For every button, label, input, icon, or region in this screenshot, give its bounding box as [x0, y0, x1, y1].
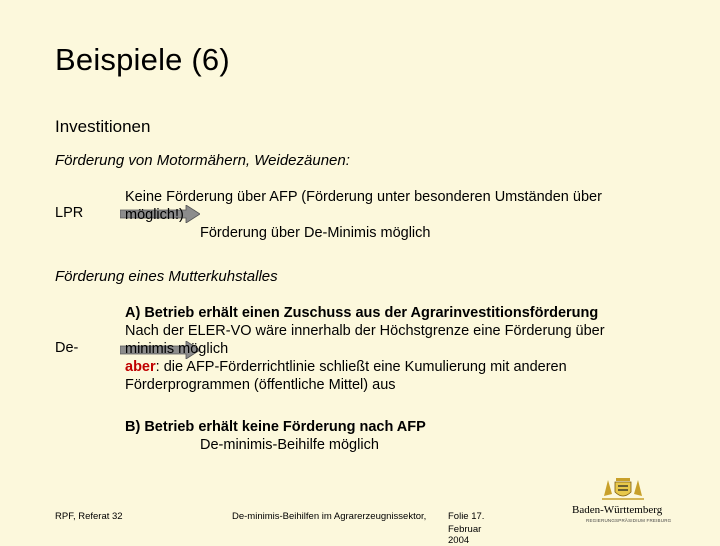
section1-line2: möglich!): [125, 207, 184, 223]
section1-label: LPR: [55, 205, 84, 221]
slide-title: Beispiele (6): [55, 42, 230, 77]
section1-line1: Keine Förderung über AFP (Förderung unter besonderen Umständen über: [125, 189, 602, 205]
option-b-line1: De-minimis-Beihilfe möglich: [200, 437, 379, 453]
footer-date-line2: 2004: [448, 535, 470, 546]
option-a-line1: Nach der ELER-VO wäre innerhalb der Höchstgrenze eine Förderung über: [125, 323, 605, 339]
footer-center: De-minimis-Beihilfen im Agrarerzeugnissektor,: [232, 511, 427, 522]
logo-tagline: REGIERUNGSPRÄSIDIUM FREIBURG: [586, 518, 672, 523]
option-a-line3: [125, 358, 567, 376]
footer-slide-label: Folie 17.: [448, 511, 485, 522]
section2-heading: Förderung eines Mutterkuhstalles: [55, 268, 278, 285]
coat-of-arms-icon: [598, 474, 648, 502]
footer-date-line1: Februar: [448, 524, 482, 535]
slide-subtitle: Investitionen: [55, 117, 151, 136]
option-a-line2: minimis möglich: [125, 341, 229, 357]
footer-left: RPF, Referat 32: [55, 511, 123, 522]
logo-name: Baden-Württemberg: [572, 504, 663, 516]
section1-heading: Förderung von Motormähern, Weidezäunen:: [55, 152, 350, 169]
option-b-title: B) Betrieb erhält keine Förderung nach AFP: [125, 419, 426, 435]
section1-line3: Förderung über De-Minimis möglich: [200, 225, 431, 241]
section2-label: De-: [55, 340, 79, 356]
option-a-title: A) Betrieb erhält einen Zuschuss aus der Agrarinvestitionsförderung: [125, 305, 599, 321]
option-a-line4: Förderprogrammen (öffentliche Mittel) aus: [125, 377, 396, 393]
aber-emphasis: aber: [125, 359, 156, 375]
option-a-line3-rest: : die AFP-Förderrichtlinie schließt eine Kumulierung mit anderen: [155, 359, 567, 375]
